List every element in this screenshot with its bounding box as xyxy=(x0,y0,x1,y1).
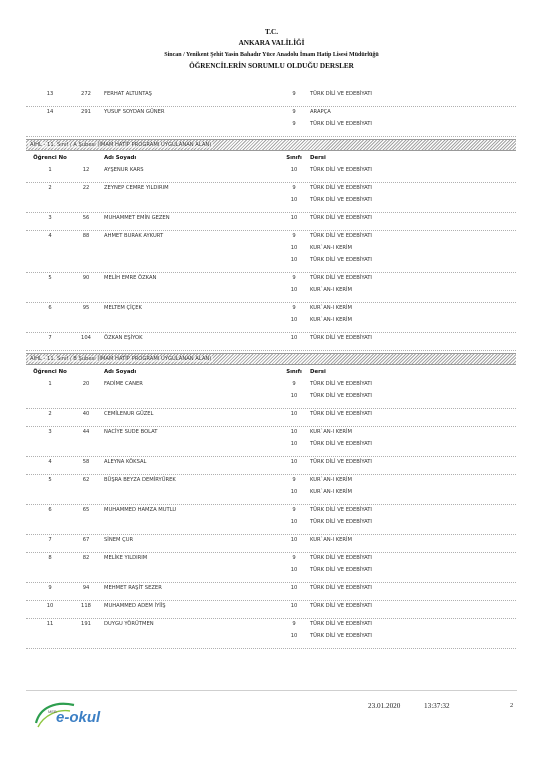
lesson-class: 10 xyxy=(290,167,298,173)
student-name: AHMET BURAK AYKURT xyxy=(104,233,164,239)
student-name: FADİME CANER xyxy=(104,381,143,387)
student-number: 22 xyxy=(82,185,90,191)
row-index: 5 xyxy=(48,477,52,483)
row-index: 3 xyxy=(48,429,52,435)
table-row xyxy=(26,165,516,183)
student-name: SİNEM ÇUR xyxy=(104,537,134,543)
lesson-class: 10 xyxy=(290,245,298,251)
row-index: 2 xyxy=(48,185,52,191)
lesson-class: 10 xyxy=(290,603,298,609)
lesson-name: TÜRK DİLİ VE EDEBİYATI xyxy=(310,197,372,203)
student-name: MEHMET RAŞİT SEZER xyxy=(104,585,162,591)
lesson-class: 9 xyxy=(292,185,296,191)
lesson-name: TÜRK DİLİ VE EDEBİYATI xyxy=(310,603,372,609)
lesson-class: 9 xyxy=(292,233,296,239)
lesson-class: 10 xyxy=(290,411,298,417)
print-date: 23.01.2020 xyxy=(368,702,401,710)
lesson-class: 10 xyxy=(290,215,298,221)
col-class: Sınıfı xyxy=(286,369,302,375)
student-name: MUHAMMED HAMZA MUTLU xyxy=(104,507,177,513)
lesson-name: TÜRK DİLİ VE EDEBİYATI xyxy=(310,257,372,263)
lesson-name: TÜRK DİLİ VE EDEBİYATI xyxy=(310,519,372,525)
lesson-class: 10 xyxy=(290,287,298,293)
lesson-class: 9 xyxy=(292,621,296,627)
lesson-class: 9 xyxy=(292,121,296,127)
student-number: 118 xyxy=(81,603,91,609)
student-number: 272 xyxy=(81,91,91,97)
table-row xyxy=(26,619,516,649)
lesson-class: 10 xyxy=(290,335,298,341)
section-title: AİHL - 11. Sınıf / B Şubesi (İMAM HATİP PROGRAMI UYGULANAN ALAN) xyxy=(30,355,212,362)
lesson-name: TÜRK DİLİ VE EDEBİYATI xyxy=(310,381,372,387)
student-name: AYŞENUR KARS xyxy=(104,167,144,173)
table-row xyxy=(26,379,516,409)
lesson-name: KUR`AN-I KERİM xyxy=(310,429,353,435)
lesson-name: KUR`AN-I KERİM xyxy=(310,287,353,293)
lesson-name: TÜRK DİLİ VE EDEBİYATI xyxy=(310,233,372,239)
lesson-name: TÜRK DİLİ VE EDEBİYATI xyxy=(310,585,372,591)
section-header xyxy=(26,139,516,151)
table-row xyxy=(26,583,516,601)
student-number: 88 xyxy=(82,233,90,239)
lesson-class: 9 xyxy=(292,275,296,281)
row-index: 14 xyxy=(46,109,54,115)
lesson-name: KUR`AN-I KERİM xyxy=(310,317,353,323)
row-index: 10 xyxy=(46,603,54,609)
student-number: 65 xyxy=(82,507,90,513)
eokul-logo xyxy=(30,697,110,731)
table-row xyxy=(26,409,516,427)
row-index: 6 xyxy=(48,305,52,311)
lesson-name: TÜRK DİLİ VE EDEBİYATI xyxy=(310,167,372,173)
table-row xyxy=(26,553,516,583)
student-name: BÜŞRA BEYZA DEMİRYÜREK xyxy=(104,477,176,483)
student-number: 67 xyxy=(82,537,90,543)
table-row xyxy=(26,303,516,333)
lesson-class: 10 xyxy=(290,537,298,543)
student-name: MUHAMMET EMİN GEZEN xyxy=(104,215,170,221)
table-row xyxy=(26,213,516,231)
lesson-name: TÜRK DİLİ VE EDEBİYATI xyxy=(310,507,372,513)
student-number: 40 xyxy=(82,411,90,417)
lesson-class: 10 xyxy=(290,257,298,263)
row-index: 7 xyxy=(48,537,52,543)
row-index: 2 xyxy=(48,411,52,417)
table-row xyxy=(26,457,516,475)
header-tc: T.C. xyxy=(264,28,279,36)
col-name: Adı Soyadı xyxy=(104,369,137,375)
lesson-class: 9 xyxy=(292,381,296,387)
student-name: MELİKE YILDIRIM xyxy=(104,555,148,561)
lesson-class: 10 xyxy=(290,429,298,435)
student-name: YUSUF SOYDAN GÜNER xyxy=(104,109,165,115)
lesson-class: 9 xyxy=(292,109,296,115)
lesson-name: TÜRK DİLİ VE EDEBİYATI xyxy=(310,91,372,97)
col-student-no: Öğrenci No xyxy=(33,369,67,375)
lesson-name: KUR`AN-I KERİM xyxy=(310,305,353,311)
table-row xyxy=(26,89,516,107)
row-index: 3 xyxy=(48,215,52,221)
lesson-class: 10 xyxy=(290,317,298,323)
lesson-name: KUR`AN-I KERİM xyxy=(310,477,353,483)
lesson-name: TÜRK DİLİ VE EDEBİYATI xyxy=(310,411,372,417)
student-name: CEMİLENUR GÜZEL xyxy=(104,411,154,417)
lesson-name: KUR`AN-I KERİM xyxy=(310,245,353,251)
student-name: NACİYE SUDE BOLAT xyxy=(104,429,158,435)
lesson-name: TÜRK DİLİ VE EDEBİYATI xyxy=(310,121,372,127)
student-number: 44 xyxy=(82,429,90,435)
row-index: 4 xyxy=(48,233,52,239)
table-row xyxy=(26,427,516,457)
student-number: 94 xyxy=(82,585,90,591)
row-index: 11 xyxy=(46,621,54,627)
student-number: 90 xyxy=(82,275,90,281)
logo-text: e-okul xyxy=(56,709,101,726)
student-name: MELİH EMRE ÖZKAN xyxy=(104,275,157,281)
lesson-name: KUR`AN-I KERİM xyxy=(310,537,353,543)
footer xyxy=(0,690,543,768)
student-number: 20 xyxy=(82,381,90,387)
student-number: 62 xyxy=(82,477,90,483)
student-number: 82 xyxy=(82,555,90,561)
student-list xyxy=(26,89,516,649)
row-divider xyxy=(26,350,516,351)
col-lesson: Dersi xyxy=(310,369,326,375)
section-title: AİHL - 11. Sınıf / A Şubesi (İMAM HATİP PROGRAMI UYGULANAN ALAN) xyxy=(30,141,212,148)
student-number: 56 xyxy=(82,215,90,221)
page-title: ÖĞRENCİLERİN SORUMLU OLDUĞU DERSLER xyxy=(189,62,354,70)
lesson-name: TÜRK DİLİ VE EDEBİYATI xyxy=(310,185,372,191)
table-row xyxy=(26,273,516,303)
lesson-class: 9 xyxy=(292,507,296,513)
lesson-name: TÜRK DİLİ VE EDEBİYATI xyxy=(310,567,372,573)
student-name: DUYGU YÖRÜTMEN xyxy=(104,621,154,627)
lesson-class: 10 xyxy=(290,567,298,573)
print-time: 13:37:32 xyxy=(424,702,450,710)
page-number: 2 xyxy=(510,702,514,709)
lesson-name: TÜRK DİLİ VE EDEBİYATI xyxy=(310,393,372,399)
table-row xyxy=(26,231,516,273)
lesson-name: TÜRK DİLİ VE EDEBİYATI xyxy=(310,633,372,639)
table-row xyxy=(26,535,516,553)
row-index: 9 xyxy=(48,585,52,591)
lesson-class: 9 xyxy=(292,305,296,311)
row-index: 6 xyxy=(48,507,52,513)
table-row xyxy=(26,475,516,505)
col-student-no: Öğrenci No xyxy=(33,155,67,161)
lesson-class: 10 xyxy=(290,519,298,525)
column-header xyxy=(26,151,516,165)
student-number: 291 xyxy=(81,109,91,115)
header-governorship: ANKARA VALİLİĞİ xyxy=(238,39,305,47)
row-divider xyxy=(26,648,516,649)
row-index: 1 xyxy=(48,167,52,173)
lesson-name: TÜRK DİLİ VE EDEBİYATI xyxy=(310,555,372,561)
row-index: 4 xyxy=(48,459,52,465)
lesson-class: 10 xyxy=(290,633,298,639)
lesson-class: 10 xyxy=(290,441,298,447)
table-row xyxy=(26,505,516,535)
row-index: 7 xyxy=(48,335,52,341)
student-number: 104 xyxy=(81,335,91,341)
table-row xyxy=(26,333,516,351)
lesson-name: KUR`AN-I KERİM xyxy=(310,489,353,495)
lesson-name: TÜRK DİLİ VE EDEBİYATI xyxy=(310,215,372,221)
student-number: 12 xyxy=(82,167,90,173)
lesson-name: TÜRK DİLİ VE EDEBİYATI xyxy=(310,275,372,281)
col-class: Sınıfı xyxy=(286,155,302,161)
student-name: ZEYNEP CEMRE YILDIRIM xyxy=(104,185,169,191)
lesson-class: 10 xyxy=(290,393,298,399)
student-number: 95 xyxy=(82,305,90,311)
lesson-class: 10 xyxy=(290,459,298,465)
lesson-class: 10 xyxy=(290,585,298,591)
section-header xyxy=(26,353,516,365)
student-name: FERHAT ALTUNTAŞ xyxy=(104,91,152,97)
table-row xyxy=(26,183,516,213)
lesson-name: TÜRK DİLİ VE EDEBİYATI xyxy=(310,441,372,447)
student-name: MUHAMMED ADEM İYİİŞ xyxy=(104,603,166,609)
col-name: Adı Soyadı xyxy=(104,155,137,161)
lesson-name: TÜRK DİLİ VE EDEBİYATI xyxy=(310,621,372,627)
column-header xyxy=(26,365,516,379)
student-name: MELTEM ÇİÇEK xyxy=(104,305,142,311)
footer-divider xyxy=(26,690,517,691)
student-number: 58 xyxy=(82,459,90,465)
student-name: ALEYNA KÖKSAL xyxy=(104,459,147,465)
table-row xyxy=(26,601,516,619)
row-index: 8 xyxy=(48,555,52,561)
student-name: ÖZKAN EŞİYOK xyxy=(104,335,143,341)
row-index: 13 xyxy=(46,91,54,97)
lesson-name: TÜRK DİLİ VE EDEBİYATI xyxy=(310,459,372,465)
header-school: Sincan / Yenikent Şehit Yasin Bahadır Yüce Anadolu İmam Hatip Lisesi Müdürlüğü xyxy=(164,52,379,58)
lesson-class: 10 xyxy=(290,489,298,495)
lesson-class: 9 xyxy=(292,91,296,97)
lesson-class: 9 xyxy=(292,555,296,561)
col-lesson: Dersi xyxy=(310,155,326,161)
row-index: 5 xyxy=(48,275,52,281)
row-divider xyxy=(26,136,516,137)
row-index: 1 xyxy=(48,381,52,387)
lesson-class: 10 xyxy=(290,197,298,203)
lesson-class: 9 xyxy=(292,477,296,483)
lesson-name: TÜRK DİLİ VE EDEBİYATI xyxy=(310,335,372,341)
lesson-name: ARAPÇA xyxy=(310,109,331,115)
logo-meb-text: MEB xyxy=(48,709,57,714)
student-number: 191 xyxy=(81,621,91,627)
table-row xyxy=(26,107,516,137)
